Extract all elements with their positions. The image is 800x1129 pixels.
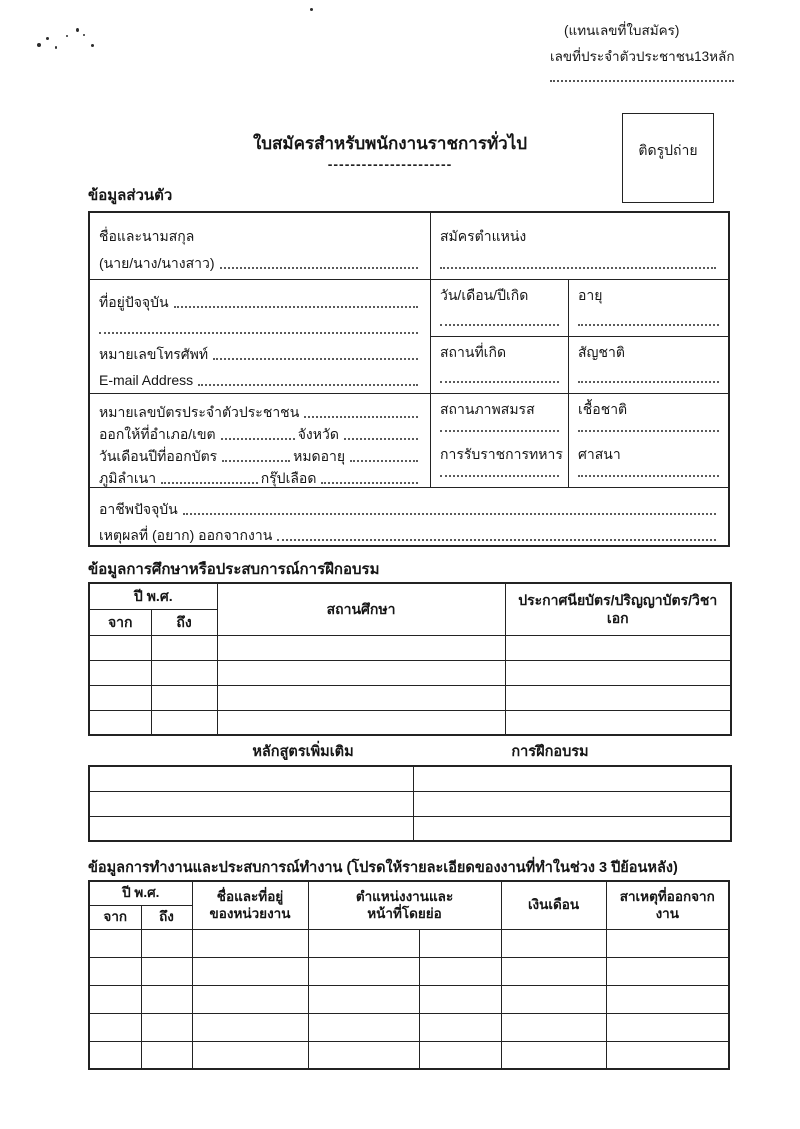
empty-cell xyxy=(141,985,192,1013)
extra-course-table xyxy=(88,765,732,842)
empty-cell xyxy=(192,1013,308,1041)
empty-cell xyxy=(89,660,151,685)
edu-from-header: จาก xyxy=(89,609,151,635)
photo-attach-label: ติดรูปถ่าย xyxy=(638,142,698,158)
empty-cell xyxy=(505,635,731,660)
empty-cell xyxy=(419,929,501,957)
leave-reason-label: เหตุผลที่ (อยาก) ออกจากงาน xyxy=(99,527,273,544)
age-cell xyxy=(569,280,728,336)
province-label: จังหวัด xyxy=(297,426,339,443)
leave-reason-fill-line xyxy=(277,537,716,541)
birthplace-fill-line xyxy=(440,379,559,383)
empty-row xyxy=(89,816,731,841)
religion-fill-line xyxy=(578,473,719,477)
military-service-fill-line xyxy=(440,473,559,477)
empty-cell xyxy=(308,1041,419,1069)
current-address-label: ที่อยู่ปัจจุบัน xyxy=(99,294,169,311)
work-employer-header-line2: ของหน่วยงาน xyxy=(209,906,291,922)
empty-cell xyxy=(151,635,217,660)
ink-speck xyxy=(55,46,57,49)
work-salary-header: เงินเดือน xyxy=(501,881,606,929)
edu-institution-header: สถานศึกษา xyxy=(217,583,505,635)
empty-cell xyxy=(501,1013,606,1041)
empty-cell xyxy=(217,635,505,660)
id-number-fill-line xyxy=(304,414,418,418)
dob-label: วัน/เดือน/ปีเกิด xyxy=(440,287,529,303)
empty-row xyxy=(89,710,731,735)
section-personal-title: ข้อมูลส่วนตัว xyxy=(88,187,173,204)
age-fill-line xyxy=(578,322,719,326)
empty-cell xyxy=(151,710,217,735)
empty-cell xyxy=(501,957,606,985)
apply-position-fill-line xyxy=(440,265,716,269)
nationality-fill-line xyxy=(578,379,719,383)
section-work-title: ข้อมูลการทำงานและประสบการณ์ทำงาน (โปรดให้รายละเอียดของงานที่ทำในช่วง 3 ปีย้อนหลัง) xyxy=(88,860,678,876)
work-employer-header-line1: ชื่อและที่อยู่ xyxy=(216,888,284,904)
empty-cell xyxy=(141,1013,192,1041)
empty-cell xyxy=(419,1041,501,1069)
work-from-header: จาก xyxy=(89,905,141,929)
dob-cell xyxy=(431,280,569,336)
empty-cell xyxy=(89,635,151,660)
ink-speck xyxy=(66,35,68,37)
empty-cell xyxy=(89,929,141,957)
note-replace-number: (แทนเลขที่ใบสมัคร) xyxy=(564,23,680,38)
work-position-header xyxy=(308,881,501,929)
work-position-header-line2: หน้าที่โดยย่อ xyxy=(367,906,442,922)
empty-cell xyxy=(606,957,729,985)
empty-cell xyxy=(192,1041,308,1069)
occupation-fill-line xyxy=(183,511,716,515)
edu-year-header: ปี พ.ศ. xyxy=(89,583,217,609)
ink-speck xyxy=(76,28,79,32)
edu-certificate-header: ประกาศนียบัตร/ปริญญาบัตร/วิชาเอก xyxy=(505,583,731,635)
empty-row xyxy=(89,985,729,1013)
empty-cell xyxy=(505,710,731,735)
extra-course-header: หลักสูตรเพิ่มเติม xyxy=(252,744,354,760)
empty-cell xyxy=(308,985,419,1013)
empty-cell xyxy=(89,685,151,710)
education-table xyxy=(88,582,732,736)
dob-fill-line xyxy=(440,322,559,326)
domicile-label: ภูมิลำเนา xyxy=(99,470,157,487)
name-label: ชื่อและนามสกุล xyxy=(99,228,195,245)
empty-cell xyxy=(89,1041,141,1069)
empty-row xyxy=(89,685,731,710)
religion-label: ศาสนา xyxy=(578,446,621,463)
note-citizen-id: เลขที่ประจำตัวประชาชน13หลัก xyxy=(550,49,735,64)
phone-fill-line xyxy=(213,356,418,360)
work-experience-table xyxy=(88,880,730,1070)
title-underline-dashes: ---------------------- xyxy=(327,156,453,172)
empty-row xyxy=(89,791,731,816)
empty-cell xyxy=(151,660,217,685)
empty-cell xyxy=(501,929,606,957)
empty-cell xyxy=(192,957,308,985)
empty-row xyxy=(89,660,731,685)
expiry-label: หมดอายุ xyxy=(293,448,346,465)
empty-cell xyxy=(89,1013,141,1041)
race-fill-line xyxy=(578,428,719,432)
occupation-label: อาชีพปัจจุบัน xyxy=(99,501,178,518)
marital-status-label: สถานภาพสมรส xyxy=(440,401,535,417)
empty-cell xyxy=(89,710,151,735)
empty-cell xyxy=(419,1013,501,1041)
ink-speck xyxy=(310,8,313,11)
empty-cell xyxy=(89,957,141,985)
citizen-id-fill-line xyxy=(550,78,734,82)
empty-cell xyxy=(505,685,731,710)
empty-cell xyxy=(217,685,505,710)
name-cell xyxy=(90,213,430,280)
issue-date-label: วันเดือนปีที่ออกบัตร xyxy=(99,448,218,465)
marital-status-fill-line xyxy=(440,428,559,432)
work-position-header-line1: ตำแหน่งงานและ xyxy=(355,888,454,904)
email-fill-line xyxy=(198,382,418,386)
empty-cell xyxy=(141,957,192,985)
race-religion-cell xyxy=(569,394,728,487)
empty-cell xyxy=(606,929,729,957)
empty-cell xyxy=(413,816,731,841)
empty-cell xyxy=(151,685,217,710)
address-fill-line-2 xyxy=(99,330,418,334)
empty-cell xyxy=(141,1041,192,1069)
nationality-cell xyxy=(569,337,728,393)
apply-position-cell xyxy=(431,213,728,280)
empty-row xyxy=(89,957,729,985)
empty-cell xyxy=(501,985,606,1013)
form-title: ใบสมัครสำหรับพนักงานราชการทั่วไป xyxy=(252,134,528,153)
phone-label: หมายเลขโทรศัพท์ xyxy=(99,346,209,363)
empty-cell xyxy=(413,766,731,791)
work-to-header: ถึง xyxy=(141,905,192,929)
empty-cell xyxy=(217,660,505,685)
extra-course-headers xyxy=(88,740,730,762)
issued-district-label: ออกให้ที่อำเภอ/เขต xyxy=(99,426,216,443)
training-header: การฝึกอบรม xyxy=(511,744,589,760)
empty-cell xyxy=(141,929,192,957)
issue-date-fill-line xyxy=(222,458,290,462)
blood-group-label: กรุ๊ปเลือด xyxy=(260,470,317,487)
age-label: อายุ xyxy=(578,287,603,303)
empty-cell xyxy=(501,1041,606,1069)
empty-cell xyxy=(308,1013,419,1041)
work-leave-reason-header: สาเหตุที่ออกจากงาน xyxy=(606,881,729,929)
issued-district-fill-line xyxy=(221,436,295,440)
empty-cell xyxy=(606,1013,729,1041)
ink-speck xyxy=(83,34,85,36)
empty-cell xyxy=(89,766,413,791)
empty-cell xyxy=(308,957,419,985)
empty-cell xyxy=(308,929,419,957)
empty-row xyxy=(89,1013,729,1041)
section-education-title: ข้อมูลการศึกษาหรือประสบการณ์การฝึกอบรม xyxy=(88,561,380,578)
ink-speck xyxy=(46,37,49,40)
header-note xyxy=(550,18,745,82)
name-fill-line xyxy=(220,265,418,269)
name-prefix-label: (นาย/นาง/นางสาว) xyxy=(99,255,215,272)
id-number-label: หมายเลขบัตรประจำตัวประชาชน xyxy=(99,404,300,421)
empty-row xyxy=(89,929,729,957)
work-employer-header xyxy=(192,881,308,929)
address-fill-line xyxy=(174,304,418,308)
address-cell xyxy=(90,280,430,394)
empty-cell xyxy=(419,957,501,985)
blood-group-fill-line xyxy=(321,480,418,484)
birthplace-cell xyxy=(431,337,569,393)
empty-row xyxy=(89,1041,729,1069)
empty-cell xyxy=(505,660,731,685)
empty-cell xyxy=(89,791,413,816)
military-service-label: การรับราชการทหาร xyxy=(440,446,563,463)
empty-row xyxy=(89,635,731,660)
domicile-fill-line xyxy=(161,480,258,484)
expiry-fill-line xyxy=(350,458,418,462)
empty-cell xyxy=(413,791,731,816)
ink-speck xyxy=(91,44,94,47)
empty-cell xyxy=(89,816,413,841)
race-label: เชื้อชาติ xyxy=(578,401,628,417)
apply-position-label: สมัครตำแหน่ง xyxy=(440,228,527,245)
empty-cell xyxy=(419,985,501,1013)
birthplace-label: สถานที่เกิด xyxy=(440,344,507,360)
ink-speck xyxy=(37,43,41,47)
empty-cell xyxy=(606,985,729,1013)
id-card-cell xyxy=(90,394,430,487)
empty-cell xyxy=(192,985,308,1013)
empty-cell xyxy=(192,929,308,957)
marital-military-cell xyxy=(431,394,569,487)
edu-to-header: ถึง xyxy=(151,609,217,635)
empty-cell xyxy=(217,710,505,735)
empty-row xyxy=(89,766,731,791)
empty-cell xyxy=(89,985,141,1013)
email-label: E-mail Address xyxy=(99,372,194,389)
nationality-label: สัญชาติ xyxy=(578,344,625,360)
occupation-cell xyxy=(90,487,728,545)
work-year-header: ปี พ.ศ. xyxy=(89,881,192,905)
personal-info-table xyxy=(88,211,730,547)
province-fill-line xyxy=(344,436,418,440)
empty-cell xyxy=(606,1041,729,1069)
